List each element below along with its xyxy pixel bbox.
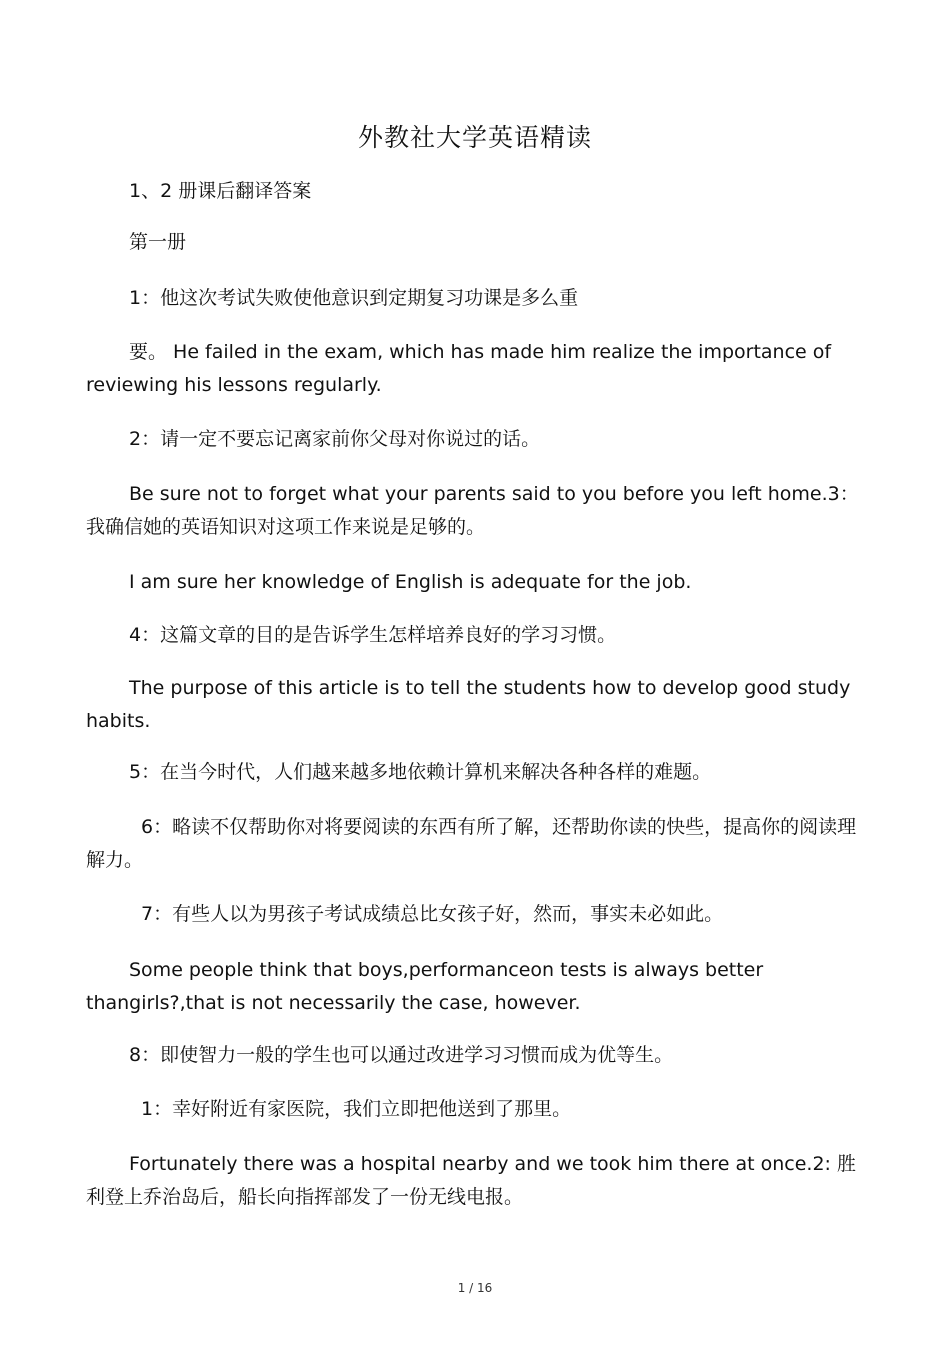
- paragraph-item-2-en: Be sure not to forget what your parents said to you before you left home.3：我确信她的英语知识对这项工作来说是足够的。: [86, 483, 859, 538]
- paragraph-item-6-cn: 6：略读不仅帮助你对将要阅读的东西有所了解，还帮助你读的快些，提高你的阅读理解力。: [86, 816, 857, 871]
- paragraph-item-4-en: The purpose of this article is to tell the students how to develop good study habits.: [86, 677, 851, 732]
- page-indicator: 1 / 16: [457, 1281, 493, 1295]
- paragraph-item-3-en: I am sure her knowledge of English is adequate for the job.: [129, 571, 692, 593]
- paragraph-item-8-cn: 8：即使智力一般的学生也可以通过改进学习习惯而成为优等生。: [129, 1044, 674, 1066]
- paragraph-subtitle: 1、2 册课后翻译答案: [129, 180, 312, 202]
- paragraph-unit2-item-1-en: Fortunately there was a hospital nearby and we took him there at once.2: 胜利登上乔治岛后，船长向指挥部发了一份无线电报。: [86, 1153, 856, 1208]
- paragraph-item-4-cn: 4：这篇文章的目的是告诉学生怎样培养良好的学习习惯。: [129, 624, 617, 646]
- paragraph-item-1-en: 要。 He failed in the exam, which has made him realize the importance of reviewing his lessons regularly.: [86, 341, 832, 396]
- paragraph-item-7-en: Some people think that boys,performanceon tests is always better thangirls?,that is not necessarily the case, however.: [86, 959, 764, 1014]
- paragraph-item-5-cn: 5：在当今时代，人们越来越多地依赖计算机来解决各种各样的难题。: [129, 761, 712, 783]
- paragraph-unit2-item-1-cn: 1：幸好附近有家医院，我们立即把他送到了那里。: [141, 1098, 572, 1120]
- paragraph-item-1-cn: 1：他这次考试失败使他意识到定期复习功课是多么重: [129, 287, 579, 309]
- paragraph-item-7-cn: 7：有些人以为男孩子考试成绩总比女孩子好，然而，事实未必如此。: [141, 903, 724, 925]
- document-title: 外教社大学英语精读: [357, 123, 592, 152]
- paragraph-volume-heading: 第一册: [129, 231, 187, 253]
- paragraph-item-2-cn: 2：请一定不要忘记离家前你父母对你说过的话。: [129, 428, 541, 450]
